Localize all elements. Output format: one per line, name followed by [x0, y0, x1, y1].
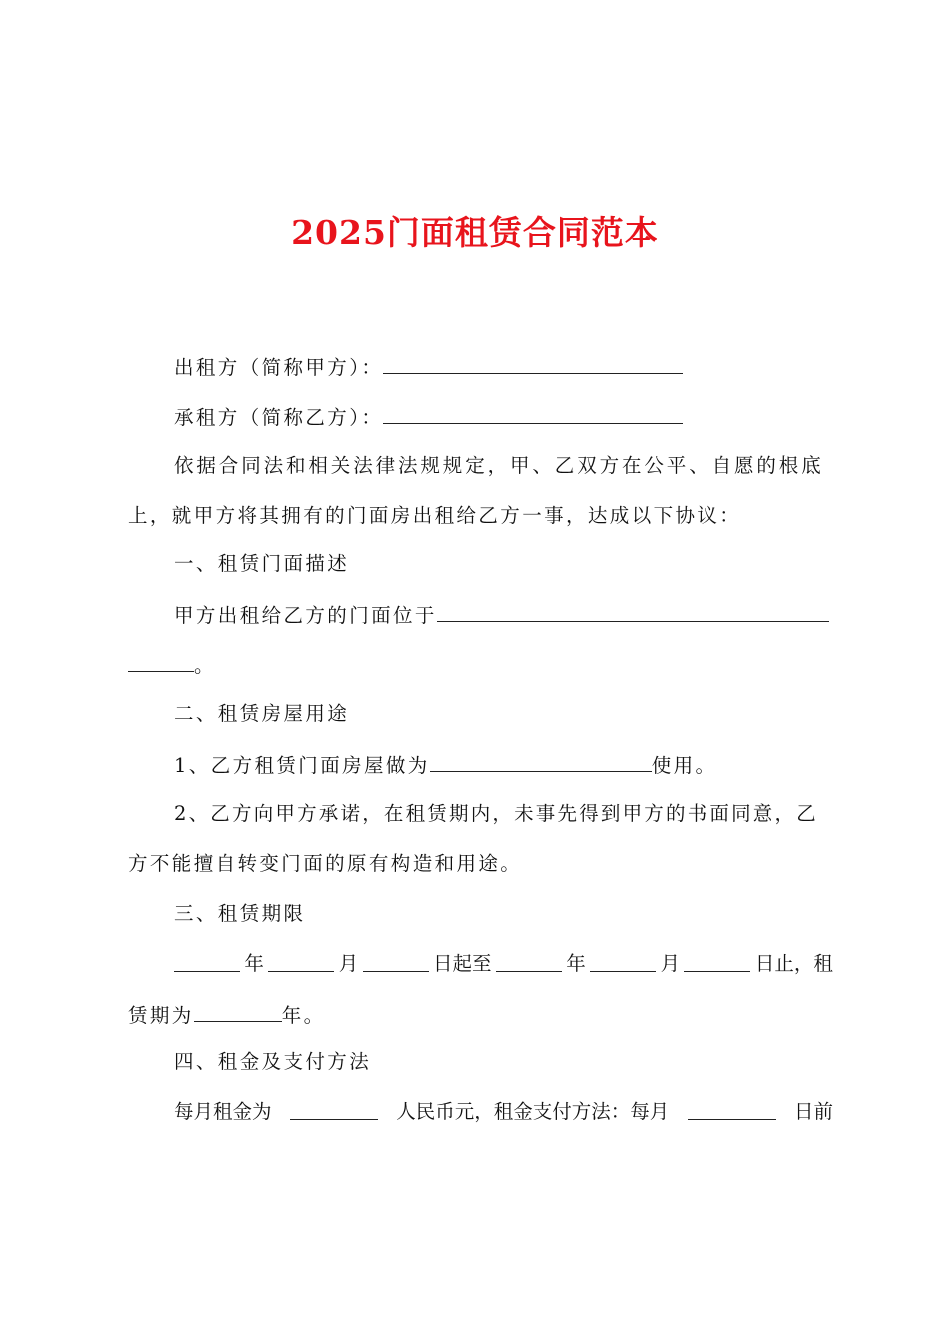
section-1-heading: 一、租赁门面描述: [174, 552, 350, 575]
rent-day-label: 日前: [793, 1100, 833, 1123]
lessor-blank[interactable]: [383, 351, 683, 374]
end-month-blank[interactable]: [590, 949, 656, 972]
end-year-label: 年: [566, 952, 586, 975]
promise-line-2: 方不能擅自转变门面的原有构造和用途。: [128, 852, 523, 875]
term-line-2: [128, 999, 833, 1029]
rent-amount-blank[interactable]: [290, 1097, 378, 1120]
location-blank-cont[interactable]: [128, 649, 194, 672]
usage-blank[interactable]: [430, 749, 652, 772]
rent-method-label: 人民币元，租金支付方法：每月: [396, 1100, 670, 1123]
start-day-blank[interactable]: [363, 949, 429, 972]
usage-end: 使用。: [651, 754, 718, 777]
lessee-blank[interactable]: [383, 401, 683, 424]
start-year-blank[interactable]: [174, 949, 240, 972]
start-year-label: 年: [244, 952, 264, 975]
term-years-blank[interactable]: [194, 999, 282, 1022]
preamble-line-2: 上，就甲方将其拥有的门面房出租给乙方一事，达成以下协议：: [128, 504, 742, 527]
rent-day-blank[interactable]: [688, 1097, 776, 1120]
lessee-line: [128, 401, 833, 431]
section-2-heading: 二、租赁房屋用途: [174, 702, 350, 725]
term-line: [128, 949, 833, 979]
location-line-2: [128, 649, 833, 679]
start-month-blank[interactable]: [268, 949, 334, 972]
end-month-label: 月: [660, 952, 681, 975]
end-day-label: 日止，租: [754, 952, 833, 975]
preamble-line-1: 依据合同法和相关法律法规规定，甲、乙双方在公平、自愿的根底: [174, 454, 824, 477]
usage-line: [128, 749, 833, 779]
lessee-label: 承租方（简称乙方）：: [174, 406, 384, 429]
start-month-label: 月: [338, 952, 359, 975]
location-label: 甲方出租给乙方的门面位于: [174, 604, 437, 627]
rent-label: 每月租金为: [174, 1100, 272, 1123]
term-end: 年。: [281, 1004, 326, 1027]
section-3-heading: 三、租赁期限: [174, 902, 306, 925]
end-year-blank[interactable]: [496, 949, 562, 972]
location-blank[interactable]: [437, 599, 829, 622]
lessor-label: 出租方（简称甲方）：: [174, 356, 384, 379]
lessor-line: [128, 351, 833, 381]
document-title: 2025门面租赁合同范本: [291, 213, 659, 252]
rent-line: [128, 1097, 833, 1127]
section-4-heading: 四、租金及支付方法: [174, 1050, 372, 1073]
end-day-blank[interactable]: [684, 949, 750, 972]
location-line: [128, 599, 833, 629]
term-label: 赁期为: [128, 1004, 194, 1027]
start-day-label: 日起至: [432, 952, 492, 975]
usage-label: 1、乙方租赁门面房屋做为: [174, 754, 430, 777]
promise-line-1: 2、乙方向甲方承诺，在租赁期内，未事先得到甲方的书面同意，乙: [174, 802, 818, 825]
location-end: 。: [194, 654, 216, 677]
